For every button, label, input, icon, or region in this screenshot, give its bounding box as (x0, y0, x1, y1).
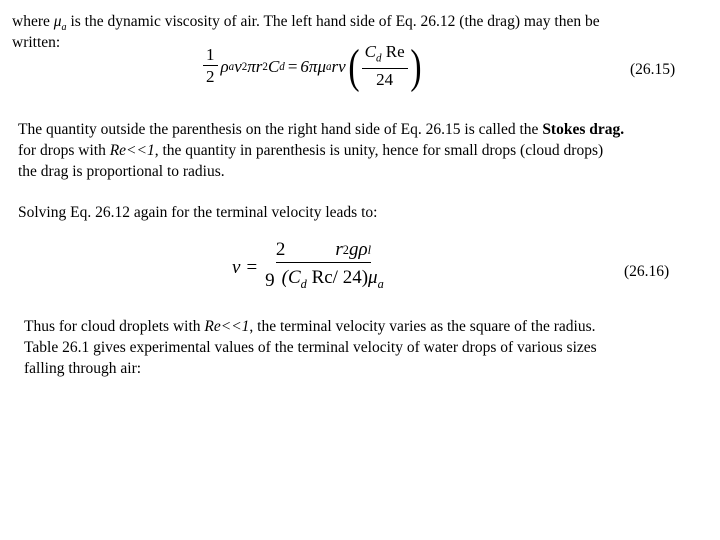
equation-number-26-16: (26.16) (624, 263, 670, 280)
para4-line3: falling through air: (24, 360, 142, 377)
para4-line2: Table 26.1 gives experimental values of the terminal velocity of water drops of various sizes (24, 339, 597, 356)
para2-line2: for drops with Re<<1, the quantity in parenthesis is unity, hence for small drops (cloud drops) (18, 142, 604, 159)
equation-26-16: v = 2 r 2 gρ l 9 ($C_d$ Rc/ $24)\mu_a$ (232, 238, 384, 299)
eq1-left-paren: ( (348, 39, 360, 93)
para4-line1: Thus for cloud droplets with Re<<1, the terminal velocity varies as the square of the radius. (24, 318, 596, 335)
eq2-fraction: 2 r 2 gρ l 9 ($C_d$ Rc/ $24)\mu_a$ (265, 239, 384, 291)
eq1-paren-fraction: $\frac{C_d Re}{24}$ (362, 42, 408, 91)
eq1-half-fraction: $\frac{1}{2}$ (203, 45, 218, 88)
para3-line1: Solving Eq. 26.12 again for the terminal velocity leads to: (18, 204, 378, 221)
eq1-right-paren: ) (410, 39, 422, 93)
para1-line2: written: (12, 34, 61, 51)
para1-line1: where $\mu_a$ is the dynamic viscosity of air. The left hand side of Eq. 26.12 (the drag) may then be (12, 13, 600, 34)
equation-number-26-15: (26.15) (630, 61, 676, 78)
para2-line1: The quantity outside the parenthesis on the right hand side of Eq. 26.15 is called the Stokes drag. (18, 121, 625, 138)
equation-26-15: $\frac{1}{2}$ ρ a v 2 πr 2 C d = 6πμ a rv ( $\frac{C_d Re}{24}$ ) (203, 42, 424, 91)
para2-line3: the drag is proportional to radius. (18, 163, 225, 180)
